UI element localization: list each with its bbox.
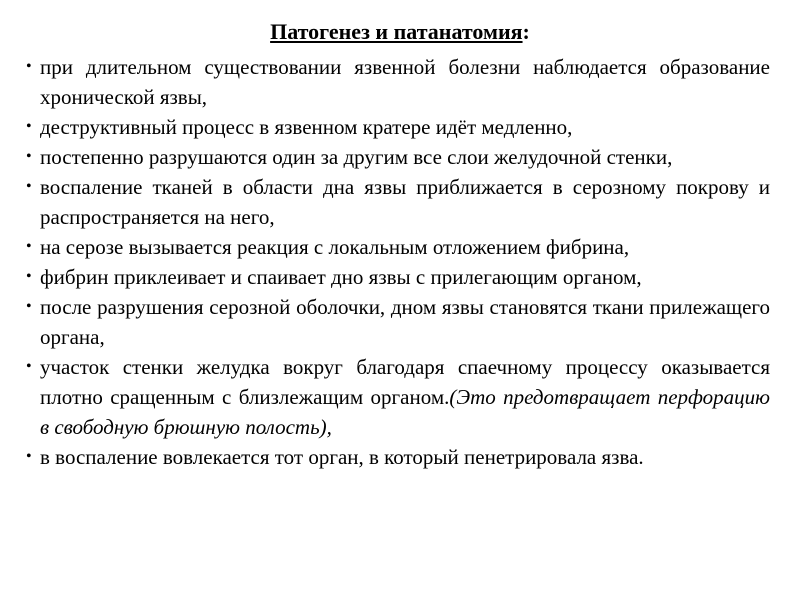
bullet-icon: • xyxy=(26,448,32,465)
bullet-icon: • xyxy=(26,298,32,315)
list-item xyxy=(26,112,770,142)
list-item xyxy=(26,292,770,352)
list-item xyxy=(26,172,770,232)
slide-title xyxy=(0,18,800,46)
list-item-text: после разрушения серозной оболочки, дном язвы становятся ткани прилежащего органа, xyxy=(40,295,770,349)
bullet-icon: • xyxy=(26,118,32,135)
list-item xyxy=(26,262,770,292)
list-item-text: при длительном существовании язвенной болезни наблюдается образование хронической язвы, xyxy=(40,55,770,109)
list-item-text-italic: (Это предотвращает перфорацию в свободную брюшную полость), xyxy=(40,385,770,439)
list-item xyxy=(26,352,770,442)
list-item-text: воспаление тканей в области дна язвы приближается в серозному покрову и распространяется на него, xyxy=(40,175,770,229)
list-item-text: деструктивный процесс в язвенном кратере идёт медленно, xyxy=(40,115,573,139)
bullet-icon: • xyxy=(26,58,32,75)
bullet-list xyxy=(26,52,770,472)
bullet-icon: • xyxy=(26,178,32,195)
title-text: Патогенез и патанатомия xyxy=(270,19,523,44)
bullet-icon: • xyxy=(26,238,32,255)
list-item-text: постепенно разрушаются один за другим все слои желудочной стенки, xyxy=(40,145,673,169)
title-colon: : xyxy=(522,19,530,44)
list-item xyxy=(26,232,770,262)
list-item-text-main: участок стенки желудка вокруг благодаря спаечному процессу оказывается плотно сращенным с близлежащим органом. xyxy=(40,355,770,409)
list-item-text: фибрин приклеивает и спаивает дно язвы с прилегающим органом, xyxy=(40,265,642,289)
list-item-text: на серозе вызывается реакция с локальным отложением фибрина, xyxy=(40,235,630,259)
list-item xyxy=(26,142,770,172)
bullet-icon: • xyxy=(26,358,32,375)
list-item xyxy=(26,52,770,112)
bullet-icon: • xyxy=(26,148,32,165)
list-item xyxy=(26,442,770,472)
list-item-text: в воспаление вовлекается тот орган, в который пенетрировала язва. xyxy=(40,445,644,469)
list-item-text xyxy=(40,355,770,439)
bullet-icon: • xyxy=(26,268,32,285)
